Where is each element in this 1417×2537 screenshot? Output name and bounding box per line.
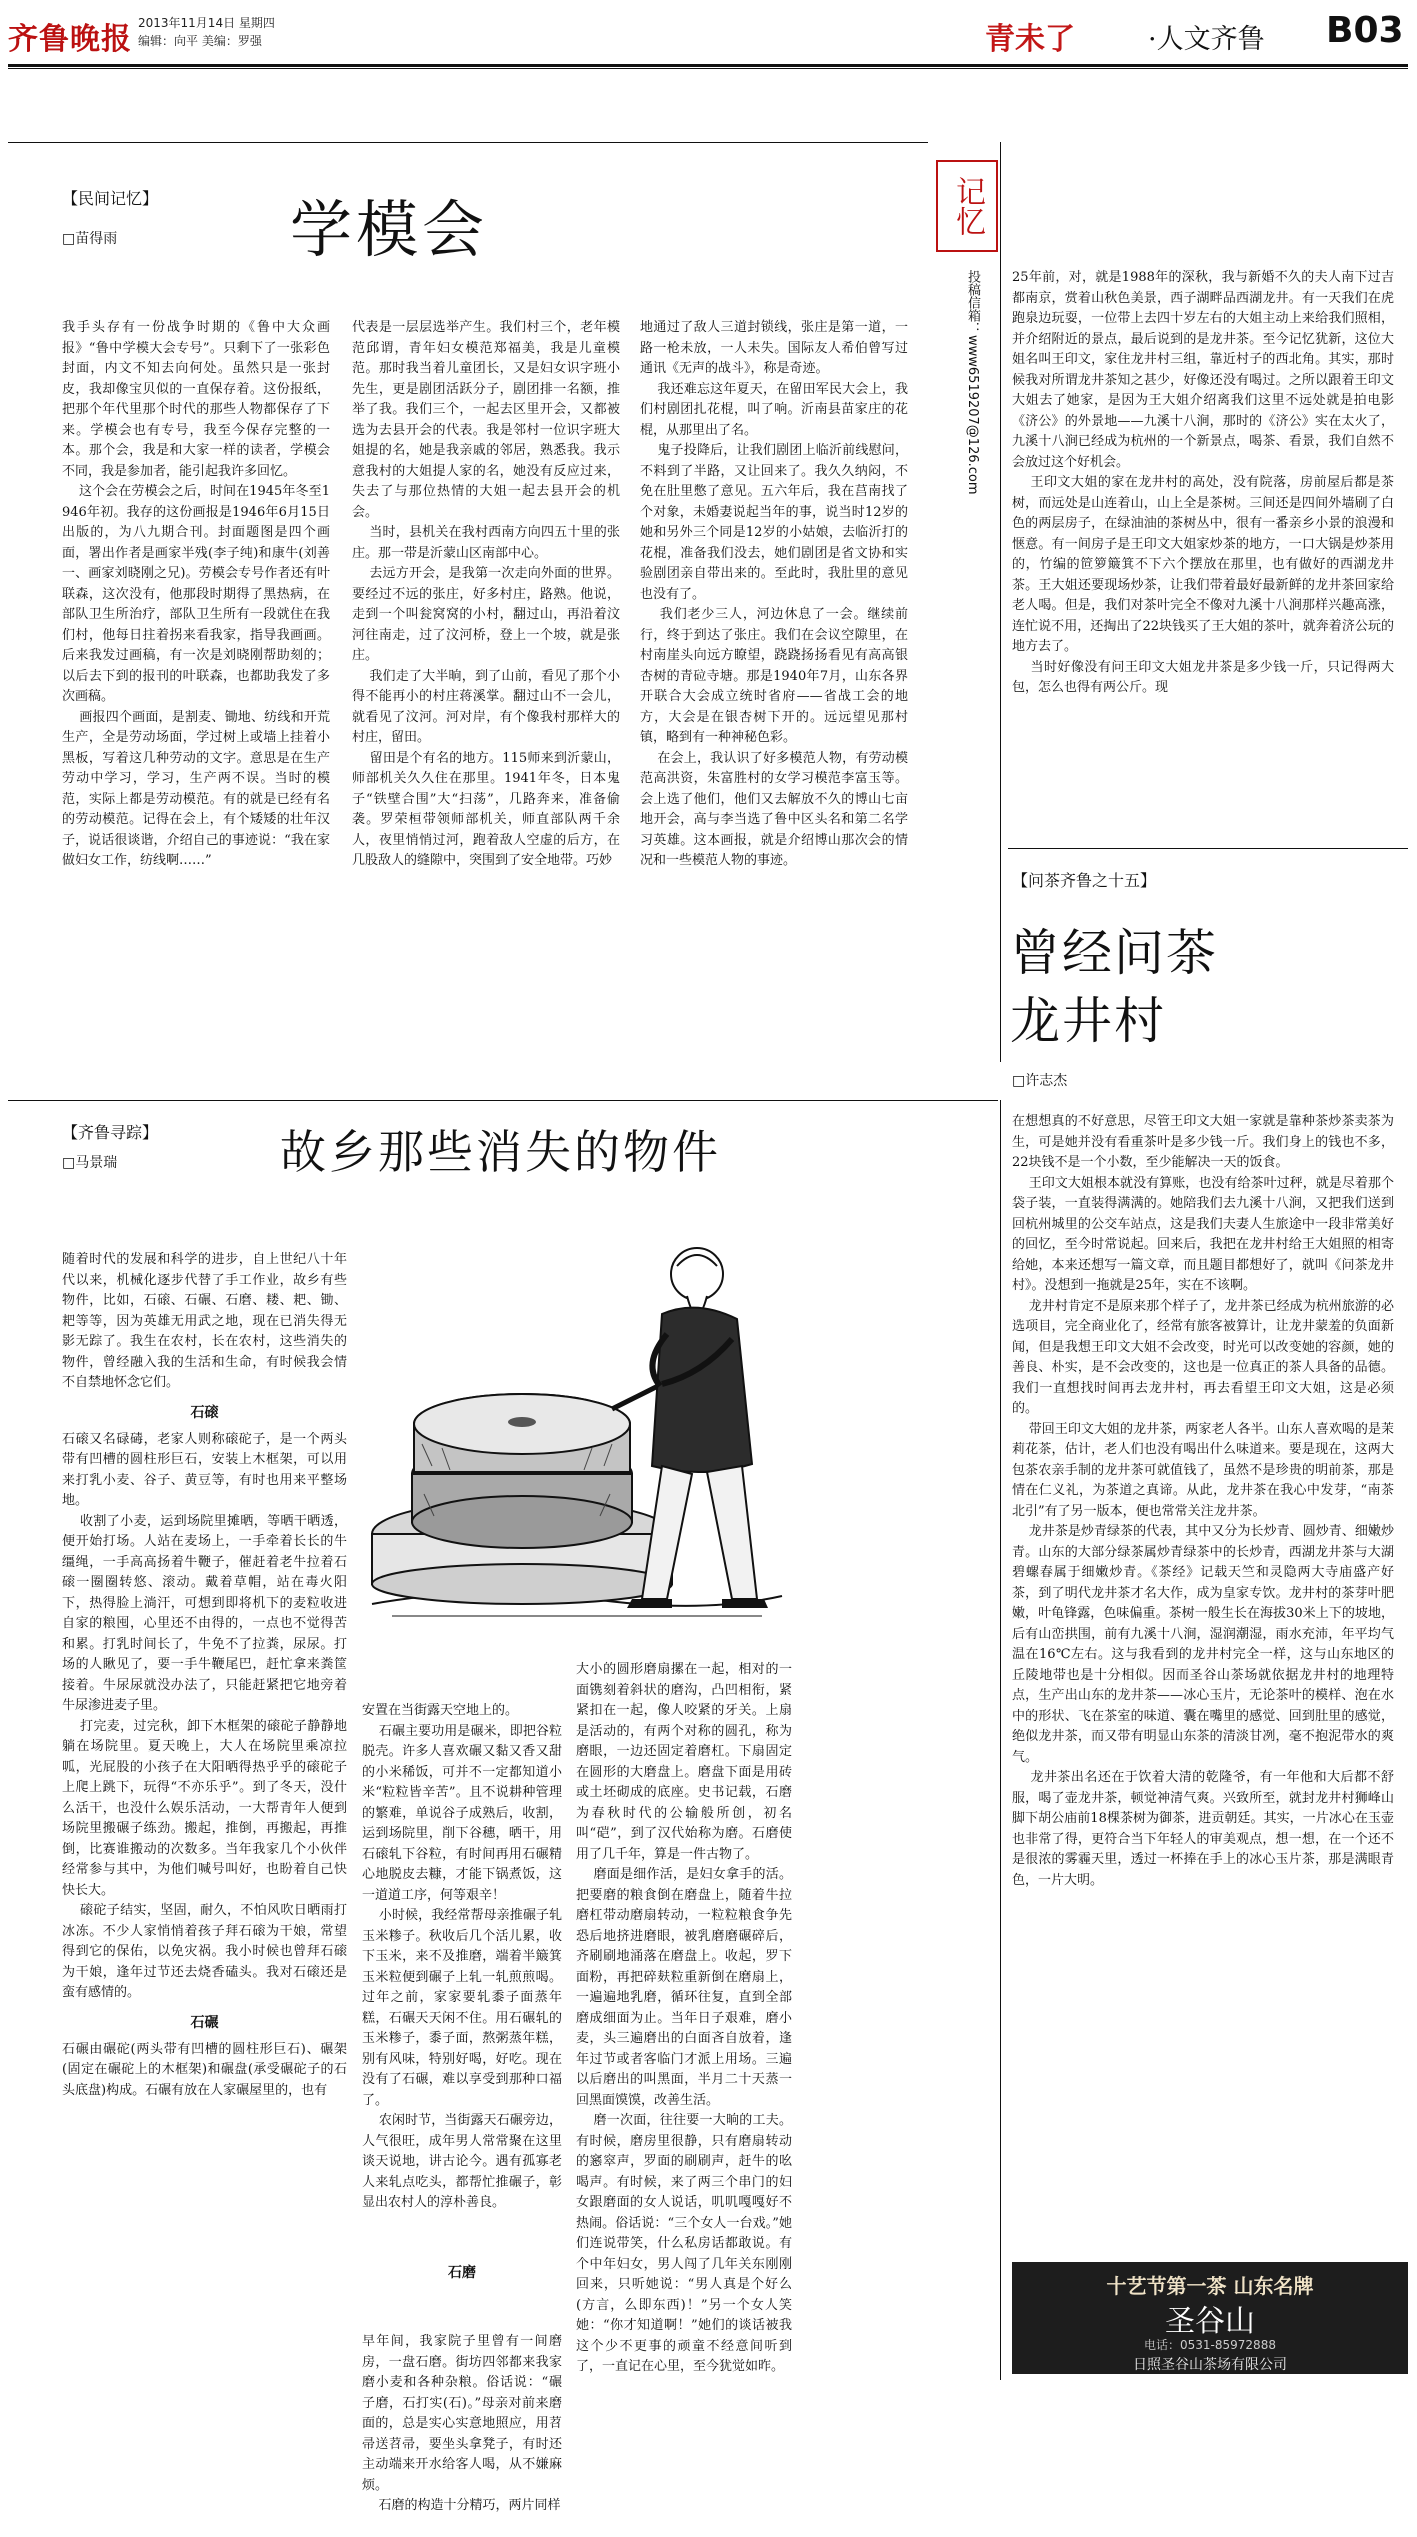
ad-brand: 圣谷山 [1165,2304,1255,2339]
article3-top-rule [8,1100,998,1101]
stone-mill-drawing [362,1204,792,1644]
sidebar-divider [1000,142,1001,1062]
section-tag: 青未了 [985,22,1075,57]
article3-byline: □马景瑞 [62,1155,118,1171]
article2-column-top: 25年前，对，就是1988年的深秋，我与新婚不久的夫人南下过吉都南京，赏着山秋色美景，西子湖畔品西湖龙井。有一天我们在虎跑泉边玩耍，一位带上去四十岁左右的大姐主动上来给我们照相，并介绍附近的景点，最后说到的是龙井茶。至今记忆犹新，这位大姐名叫王印文，家住龙井村三组，靠近村子的西北角。其实，那时候我对所谓龙井茶知之甚少，好像还没有喝过。之所以跟着王印文大姐去了她家，是因为王大姐介绍离我们这里不远处就是拍电影《济公》的外景地——九溪十八涧，那时的《济公》实在太火了，九溪十八涧已经成为杭州的一个新景点，喝茶、看景，我们自然不会放过这个好机会。 王印文大姐的家在龙井村的高处，没有院落，房前屋后都是茶树，而远处是山连着山，山上全是茶树。三间还是四间外墙刷了白色的两层房子，在绿油油的茶树丛中，很有一番亲乡小景的浪漫和惬意。有一间房子是王印文大姐家炒茶的地方，一口大锅是炒茶用的，竹编的笸箩簸箕不下六个摆放在那里，也有做好的西湖龙井茶。王大姐还要现场炒茶，让我们带着最好最新鲜的龙井茶回家给老人喝。但是，我们对茶叶完全不像对九溪十八涧那样兴趣高涨，连忙说不用，还掏出了22块钱买了王大姐的茶叶，就奔着济公玩的地方去了。 当时好像没有问王印文大姐龙井茶是多少钱一斤，只记得两大包，怎么也得有两公斤。现 [1012,270,1394,695]
article3-section-shimo: 早年间，我家院子里曾有一间磨房，一盘石磨。街坊四邻都来我家磨小麦和各种杂粮。俗话说：“碾子磨，石打实(石)。”母亲对前来磨面的，总是实心实意地照应，用苕帚送苕帚，要坐头拿凳子，有时还主动端来开水给客人喝，从不嫌麻烦。 石磨的构造十分精巧，两片同样 [362,2334,562,2513]
page-editors: 编辑：向平 美编：罗强 [138,34,262,48]
article3-section-shigun: 石磙又名碌碡，老家人则称磙砣子，是一个两头带有凹槽的圆柱形巨石，安装上木框架，可以用来打乳小麦、谷子、黄豆等，有时也用来平整场地。 收割了小麦，运到场院里摊晒，等晒干晒透，便开始打场。人站在麦场上，一手牵着长长的牛缰绳，一手高高扬着牛鞭子，催赶着老牛拉着石磙一圈圈转悠、滚动。戴着草帽，站在毒火阳下，热得脸上淌汗，可想到即将机下的麦粒收进自家的粮囤，心里还不由得的，一点也不觉得苦和累。打乳时间长了，牛免不了拉粪，尿尿。打场的人瞅见了，要一手牛鞭尾巴，赶忙拿来粪筐接着。牛尿尿就没办法了，只能赶紧把它地旁着牛尿渗进麦子里。 打完麦，过完秋，卸下木框架的磙砣子静静地躺在场院里。夏天晚上，大人在场院里乘凉拉呱，光屁股的小孩子在大阳晒得热乎乎的磙砣子上爬上跳下，玩得“不亦乐乎”。到了冬天，没什么活干，也没什么娱乐活动，一大帮青年人便到场院里搬碾子练劲。搬起，推倒，再搬起，再推倒，比赛谁搬动的次数多。当年我家几个小伙伴经常参与其中，为他们喊号叫好，也盼着自己快快长大。 磙砣子结实，坚固，耐久，不怕风吹日晒雨打冰冻。不少人家悄悄着孩子拜石磙为干娘，常望得到它的保佑，以免灾祸。我小时候也曾拜石磙为干娘，逢年过节还去烧香磕头。我对石磙还是蛮有感情的。 [62,1431,347,2000]
article1-column-2: 代表是一层层选举产生。我们村三个，老年模范邱谓，青年妇女模范郑福美，我是儿童模范。那时我当着儿童团长，又是妇女识字班小先生，更是剧团活跃分子，剧团排一名额，推举了我。我们三个，一起去区里开会，又都被选为去县开会的代表。我是邻村一位识字班大姐提的名，她是我亲戚的邻居，熟悉我。我示意我村的大姐提人家的名，她没有反应过来，失去了与那位热情的大姐一起去县开会的机会。 当时，县机关在我村西南方向四五十里的张庄。那一带是沂蒙山区南部中心。 去远方开会，是我第一次走向外面的世界。要经过不远的张庄，好多村庄，路熟。他说，走到一个叫瓮窝窝的小村，翻过山，再沿着汶河往南走，过了汶河桥，登上一个坡，就是张庄。 我们走了大半晌，到了山前，看见了那个小得不能再小的村庄蒋溪掌。翻过山不一会儿，就看见了汶河。河对岸，有个像我村那样大的村庄，留田。 留田是个有名的地方。115师来到沂蒙山，师部机关久久住在那里。1941年冬，日本鬼子“铁壁合围”大“扫荡”，几路奔来，准备偷袭。罗荣桓带领师部机关，师直部队两千余人，夜里悄悄过河，跑着敌人空虚的后方，在几股敌人的缝隙中，突围到了安全地带。巧妙 [352,320,620,868]
article3-right-divider [1000,1100,1001,2380]
article3-intro: 随着时代的发展和科学的进步，自上世纪八十年代以来，机械化逐步代替了手工作业，故乡有些物件，比如，石磙、石碾、石磨、耧、耙、锄、耙等等，因为英雄无用武之地，现在已消失得无影无踪了。我生在农村，长在农村，这些消失的物件，曾经融入我的生活和生命，有时候我会情不自禁地怀念它们。 [62,1252,347,1390]
article1-column-3: 地通过了敌人三道封锁线，张庄是第一道，一路一枪未放，一人未失。国际友人希伯曾写过通讯《无声的战斗》，称是奇迹。 我还难忘这年夏天，在留田军民大会上，我们村剧团扎花棍，叫了响。沂南县苗家庄的花棍，从那里出了名。 鬼子投降后，让我们剧团上临沂前线慰问，不料到了半路，又让回来了。我久久纳闷，不免在肚里憋了意见。五六年后，我在莒南找了个对象，未婚妻说起当年的事，说当时12岁的她和另外三个同是12岁的小姑娘，去临沂打的花棍，准备我们没去，她们剧团是省文协和实验剧团亲自带出来的。至此时，我肚里的意见也没有了。 我们老少三人，河边休息了一会。继续前行，终于到达了张庄。我们在会议空隙里，在村南崖头向远方瞭望，跷跷扬扬看见有高高银杏树的青砬寺塘。那是1940年7月，山东各界开联合大会成立统时省府——省战工会的地方，大会是在银杏树下开的。远远望见那村镇，略到有一种神秘色彩。 在会上，我认识了好多模范人物，有劳动模范高洪资，朱富胜村的女学习模范李富玉等。会上选了他们，他们又去解放不久的博山七亩地开会，高与李当选了鲁中区头名和第二名学习英雄。这本画报，就是介绍博山那次会的情况和一些模范人物的事迹。 [640,320,908,868]
article2-column-label: 【问茶齐鲁之十五】 [1012,871,1157,890]
article1-title: 学模会 [290,193,489,266]
ad-phone: 电话：0531-85972888 [1144,2338,1276,2352]
article1-byline: □苗得雨 [62,231,118,247]
newspaper-masthead: 齐鲁晚报 [8,22,132,57]
article2-byline: □许志杰 [1012,1073,1068,1089]
submission-email: 投稿信箱：www6519207@126.com [965,270,980,495]
article2-column-bottom: 在想想真的不好意思，尽管王印文大姐一家就是靠种茶炒茶卖茶为生，可是她并没有看重茶叶是多少钱一斤。我们身上的钱也不多，22块钱不是一个小数，至少能解决一天的饭食。 王印文大姐根本就没有算账，也没有给茶叶过秤，就是尽着那个袋子装，一直装得满满的。她陪我们去九溪十八涧，又把我们送到回杭州城里的公交车站点，这是我们夫妻人生旅途中一段非常美好的回忆，至今时常说起。回来后，我把在龙井村给王大姐照的相寄给她，本来还想写一篇文章，而且题目都想好了，就叫《问茶龙井村》。没想到一拖就是25年，实在不该啊。 龙井村肯定不是原来那个样子了，龙井茶已经成为杭州旅游的必选项目，完全商业化了，经常有旅客被算计，让龙井蒙羞的负面新闻，但是我想王印文大姐不会改变，时光可以改变她的容颜，她的善良、朴实，是不会改变的，这也是一位真正的茶人具备的品德。我们一直想找时间再去龙井村，再去看望王印文大姐，这是必须的。 带回王印文大姐的龙井茶，两家老人各半。山东人喜欢喝的是茉莉花茶，估计，老人们也没有喝出什么味道来。要是现在，这两大包茶农亲手制的龙井茶可就值钱了，虽然不是珍贵的明前茶，那是情在仁义礼，为茶道之真谛。从此，龙井茶在我心中发芽，“南茶北引”有了另一版本，便也常常关注龙井茶。 龙井茶是炒青绿茶的代表，其中又分为长炒青、圆炒青、细嫩炒青。山东的大部分绿茶属炒青绿茶中的长炒青，西湖龙井茶与大湖碧螺春属于细嫩炒青。《茶经》记载天竺和灵隐两大寺庙盛产好茶，到了明代龙井茶才名大作，成为皇家专饮。龙井村的茶芽叶肥嫩，叶龟锋露，色味偏重。茶树一般生长在海拔30米上下的坡地，后有山峦拱围，前有九溪十八涧，湿润潮湿，雨水充沛，年平均气温在16℃左右。这与我看到的龙井村完全一样，这与山东地区的丘陵地带也是十分相似。因而圣谷山茶场就依据龙井村的地理特点，生产出山东的龙井茶——冰心玉片，无论茶叶的模样、泡在水中的形状、飞在茶室的味道、囊在嘴里的感觉、回到肚里的感觉，绝似龙井茶，而又带有明显山东茶的清淡甘冽，毫不抱泥带水的爽气。 龙井茶出名还在于饮着大清的乾隆爷，有一年他和大后都不舒服，喝了壶龙井茶，顿觉神清气爽。兴致所至，就封龙井村狮峰山脚下胡公庙前18棵茶树为御茶，进贡朝廷。其实，一片冰心在玉壶也非常了得，更符合当下年轻人的审美观点，想一想，在一个还不是很浓的雾霾天里，透过一杯捧在手上的冰心玉片茶，那是满眼青色，一片大明。 [1012,1114,1394,1888]
subhead-shinian: 石碾 [190,2014,219,2031]
article3-column-label: 【齐鲁寻踪】 [62,1123,159,1142]
stone-mill-illustration [362,1204,792,1644]
header-rule-thin [8,68,1408,69]
article3-column-1 [62,1250,347,2378]
subhead-shigun: 石磙 [190,1404,219,1421]
article3-section-shinian: 石碾由碾砣(两头带有凹槽的圆柱形巨石)、碾架(固定在碾砣上的木框架)和碾盘(承受碾砣子的石头底盘)构成。石碾有放在人家碾屋里的，也有 [62,2041,347,2098]
issue-info [138,14,275,50]
article2-title-line1: 曾经问茶 [1010,924,1218,982]
article1-top-rule [8,142,928,143]
header-rule [8,64,1408,67]
subhead-shimo: 石磨 [448,2264,476,2281]
article3-column-3: 大小的圆形磨扇摞在一起，相对的一面镌刻着斜状的磨沟，凸凹相衔，紧紧扣在一起，像人咬紧的牙关。上扇是活动的，有两个对称的圆孔，称为磨眼，一边还固定着磨杠。下扇固定在圆形的大磨盘上。磨盘下面是用砖或土坯砌成的底座。史书记载，石磨为春秋时代的公输般所创，初名叫“硙”，到了汉代始称为磨。石磨使用了几千年，算是一件古物了。 磨面是细作活，是妇女拿手的活。把要磨的粮食倒在磨盘上，随着牛拉磨杠带动磨扇转动，一粒粒粮食争先恐后地挤进磨眼，被乳磨磨碾碎后，齐刷刷地涌落在磨盘上。收起，罗下面粉，再把碎麸粒重新倒在磨扇上，一遍遍地乳磨，循环往复，直到全部磨成细面为止。当年日子艰难，磨小麦，头三遍磨出的白面吝自放着，逢年过节或者客临门才派上用场。三遍以后磨出的叫黑面，半月二十天蒸一回黑面馍馍，改善生活。 磨一次面，往往要一大晌的工夫。有时候，磨房里很静，只有磨扇转动的窸窣声，罗面的刷刷声，赶牛的吆喝声。有时候，来了两三个串门的妇女跟磨面的女人说话，叽叽嘎嘎好不热闹。俗话说：“三个女人一台戏。”她们连说带笑，什么私房话都敢说。有个中年妇女，男人闯了几年关东刚刚回来，只听她说：“男人真是个好么(方言，么即东西)！”另一个女人笑她：“你才知道啊！”她们的谈话被我这个少不更事的顽童不经意间听到了，一直记在心里，至今犹觉如昨。 [576,1662,792,2374]
article1-column-1: 我手头存有一份战争时期的《鲁中大众画报》“鲁中学模大会专号”。只剩下了一张彩色封面，内文不知去向何处。虽然只是一张封皮，我却像宝贝似的一直保存着。这份报纸，把那个年代里那个时代的那些人物都保存了下来。学模会也有专号，我至今保存完整的一本。那个会，我是和大家一样的读者，学模会不同，我是参加者，能引起我许多回忆。 这个会在劳模会之后，时间在1945年冬至1946年初。我存的这份画报是1946年6月15日出版的，为八九期合刊。封面题图是四个画面，署出作者是画家半残(李子纯)和康牛(刘善一、画家刘晓刚之兄)。劳模会专号作者还有叶联森，这次没有，他那段时期得了黑热病，在部队卫生所治疗，部队卫生所有一段就住在我们村，他每日拄着拐来看我家，指导我画画。后来我发过画稿，有一次是刘晓刚帮助刻的；以后去下到的报刊的叶联森，也都助我发了多次画稿。 画报四个画面，是割麦、锄地、纺线和开荒生产，全是劳动场面，学过树上或墙上挂着小黑板，写着这几种劳动的文字。意思是在生产劳动中学习，学习，生产两不误。当时的模范，实际上都是劳动模范。有的就是已经有名的劳动模范。记得在会上，有个矮矮的壮年汉子，说话很谈谐，介绍自己的事迹说：“我在家做妇女工作，纺线啊……” [62,320,331,868]
memory-stamp-logo: 记忆 [936,160,998,252]
article3-title: 故乡那些消失的物件 [280,1125,721,1179]
page-header [0,0,1417,70]
section-name: ·人文齐鲁 [1148,24,1265,55]
page-number: B03 [1326,10,1404,51]
article3-col2-text: 安置在当街露天空地上的。 石碾主要功用是碾米，即把谷粒脱壳。许多人喜欢碾又黏又香又甜的小米稀饭，可并不一定都知道小米“粒粒皆辛苦”。且不说耕种管理的繁难，单说谷子成熟后，收割，运到场院里，削下谷穗，晒干，用石磙轧下谷粒，有时间再用石碾精心地脱皮去糠，才能下锅煮饭，这一道道工序，何等艰辛！ 小时候，我经常帮母亲推碾子轧玉米糁子。秋收后几个活儿累，收下玉米，来不及推磨，端着半簸箕玉米粒便到碾子上轧一轧煎煎喝。过年之前，家家要轧黍子面蒸年糕，石碾天天闲不住。用石碾轧的玉米糁子，黍子面，熬粥蒸年糕，别有风味，特别好喝，好吃。现在没有了石碾，难以享受到那种口福了。 农闲时节，当街露天石碾旁边，人气很旺，成年男人常常聚在这里谈天说地，讲古论今。遇有孤寡老人来轧点吃头，都帮忙推碾子，彰显出农村人的淳朴善良。 [362,1703,562,2210]
article1-column-label: 【民间记忆】 [62,189,159,208]
issue-date: 2013年11月14日 星期四 [138,16,275,30]
article3-column-2 [362,1660,562,2513]
article2-header-rule [1008,848,1408,849]
tea-advertisement[interactable] [1012,2262,1408,2374]
ad-company: 日照圣谷山茶场有限公司 [1133,2357,1287,2373]
article2-title-line2: 龙井村 [1010,992,1166,1050]
ad-slogan: 十艺节第一茶 山东名牌 [1106,2274,1314,2298]
